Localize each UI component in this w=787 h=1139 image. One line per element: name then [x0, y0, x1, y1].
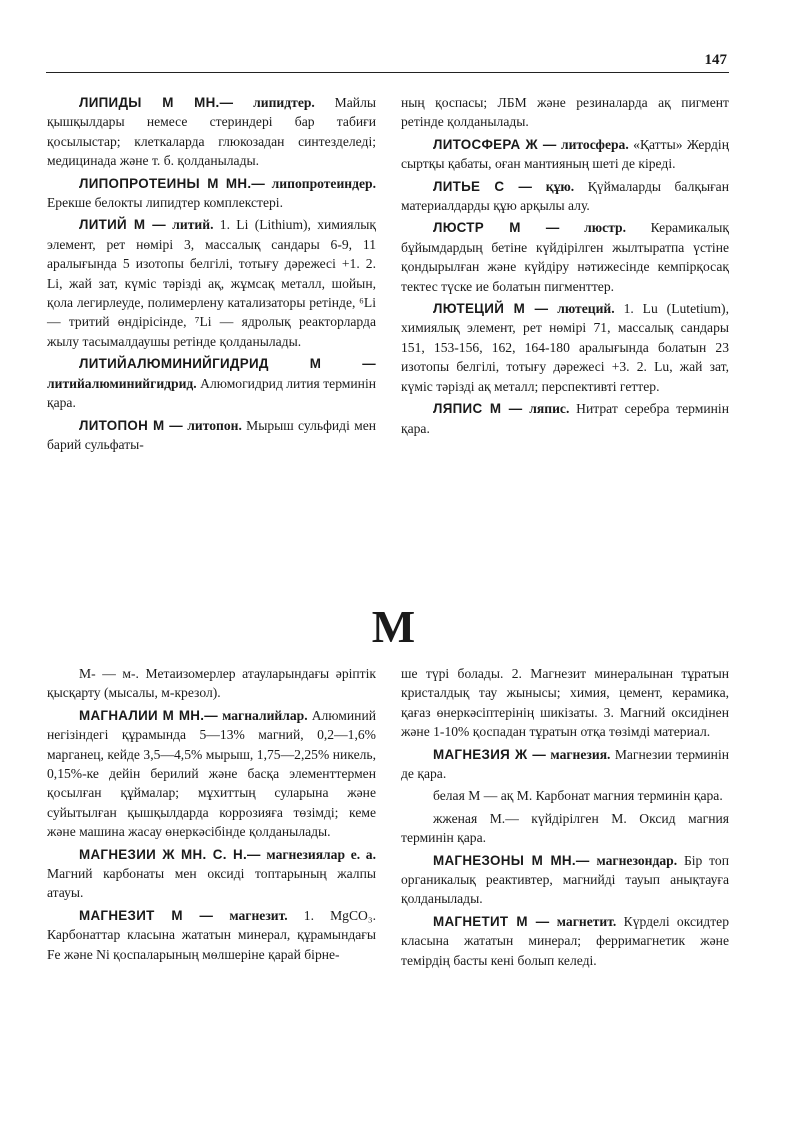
entry-equivalent: литийалюминийгидрид. [47, 375, 197, 391]
entry-definition: Магнезии терминін де қара. [401, 746, 730, 782]
entry-equivalent: липопротеиндер. [271, 175, 376, 191]
entry-definition: белая М — ақ М. Карбонат магния терминін қара. [433, 788, 723, 804]
entry-headword: МАГНАЛИИ М МН.— [79, 707, 218, 723]
entry-headword: ЛЯПИС М — [433, 401, 523, 417]
entry-definition: жженая М.— күйдірілген М. Оксид магния терминін қара. [401, 810, 729, 846]
entry-definition: Күрделі оксидтер класына жататын минерал; ферримагнетик және темірдің басты кені болып келеді. [401, 913, 729, 968]
entry-headword: МАГНЕЗИТ М — [79, 907, 214, 923]
dictionary-entry [47, 215, 376, 351]
dictionary-entry [401, 912, 729, 970]
entry-definition: 1. Li (Lithium), химиялық элемент, рет нөмірі 3, массалық сандары 6-9, 11 аралығында 5 изотопы белгілі, тотығу дәрежесі +1. 2. Li, жай зат, күміс тәрізді ақ, жұмсақ металл, шойын, қола легирлеуде, полимерлену катализаторы ретінде, ⁶Li — тритий өндірісінде, ⁷Li — ядролық реакторларда жылу тасымалдаушы ретінде қолданылады. [47, 217, 376, 349]
entry-headword: ЛИПОПРОТЕИНЫ М МН.— [79, 175, 266, 191]
dictionary-entry [47, 845, 376, 903]
entry-definition: 1. MgCO₃. Карбонаттар класына жататын минерал, құрамындағы Fe және Ni қоспаларының мөлшеріне қарай бірне- [47, 907, 377, 962]
dictionary-entry [401, 299, 729, 396]
dictionary-entry [401, 399, 729, 438]
entry-equivalent: литопон. [187, 417, 242, 433]
entry-equivalent: магналийлар. [222, 707, 308, 723]
entry-headword: ЛИТИЙАЛЮМИНИЙГИДРИД М — [79, 356, 376, 372]
dictionary-entry [47, 706, 376, 842]
top-left-column [47, 93, 376, 457]
entry-definition: Мырыш сульфиді мен барий сульфаты- [47, 417, 377, 452]
entry-definition: Бір топ органикалық реактивтер, магнийді тауып анықтауға қолданылады. [401, 852, 729, 907]
entry-definition: Алюминий негізіндегі құрамында 5—13% магний, 0,2—1,6% марганец, кейде 3,5—4,5% мырыш, 1,75—2,25% никель, 0,15%-ке дейін берилий және басқа элементтермен қосылған құймалар; мұхиттың суларына және суйытылған қышқылдарда коррозияға төзімді; кеме және машина жасау өнеркәсібінде қолданылады. [47, 707, 376, 840]
dictionary-entry [401, 218, 729, 296]
dictionary-entry [401, 177, 729, 216]
entry-headword: ЛИТОСФЕРА Ж — [433, 136, 557, 152]
entry-headword: МАГНЕЗОНЫ М МН.— [433, 852, 590, 868]
dictionary-entry [401, 664, 729, 742]
entry-equivalent: лютеций. [557, 301, 615, 317]
dictionary-entry [47, 93, 376, 171]
entry-headword: ЛИТЬЕ С — [433, 178, 533, 194]
entry-headword: ЛЮСТР М — [433, 220, 560, 236]
entry-definition: 1. Lu (Lutetium), химиялық элемент, рет нөмірі 71, массалық сандары 151, 153-156, 162, 164-180 аралығында болатын 23 изотопы белгілі, тотығу дәрежесі +3. 2. Lu, жай зат, күміс тәрізді ақ металл; перспективті геттер. [401, 301, 729, 394]
entry-headword: ЛЮТЕЦИЙ М — [433, 301, 549, 317]
entry-equivalent: литосфера. [560, 136, 629, 152]
entry-equivalent: липидтер. [253, 95, 315, 110]
entry-equivalent: магнетит. [556, 913, 617, 929]
entry-definition: Қүймаларды балқыған материалдарды құю арқылы алу. [401, 178, 729, 214]
entry-headword: ЛИПИДЫ М МН.— [79, 95, 234, 110]
entry-headword: ЛИТОПОН М — [79, 417, 183, 433]
entry-headword: МАГНЕЗИЯ Ж — [433, 746, 547, 762]
dictionary-entry [401, 786, 729, 805]
header-rule [46, 72, 729, 73]
entry-definition: Керамикалық бұйымдардың бетіне күйдірілген жылтыратпа үстіне қондырылған және күйдіру нәтижесінде кемпірқосақ тектес түске ие болатын пигменттер. [401, 220, 729, 294]
entry-equivalent: магнезия. [550, 746, 611, 762]
entry-definition: Алюмогидрид лития терминін қара. [47, 375, 376, 411]
entry-equivalent: құю. [545, 178, 575, 194]
entry-definition: Магний карбонаты мен оксиді топтарының жалпы атауы. [47, 866, 376, 901]
dictionary-entry [401, 93, 729, 132]
dictionary-entry [47, 354, 376, 412]
entry-headword: МАГНЕЗИИ Ж МН. С. Н.— [79, 846, 261, 862]
entry-headword: МАГНЕТИТ М — [433, 913, 550, 929]
entry-definition: М- — м-. Метаизомерлер атауларындағы әріптік қысқарту (мысалы, м-крезол). [47, 666, 376, 701]
entry-definition: Нитрат серебра терминін қара. [401, 401, 729, 436]
page-number: 147 [704, 52, 727, 68]
entry-equivalent: магнезондар. [596, 852, 678, 868]
bottom-left-column [47, 664, 376, 967]
dictionary-entry [47, 906, 376, 964]
entry-equivalent: люстр. [584, 220, 627, 236]
top-right-column [401, 93, 729, 441]
bottom-right-column [401, 664, 729, 973]
dictionary-entry [47, 416, 376, 455]
dictionary-entry [401, 135, 729, 174]
entry-equivalent: ляпис. [529, 401, 570, 417]
entry-definition: ның қоспасы; ЛБМ және резиналарда ақ пигмент ретінде қолданылады. [401, 95, 729, 130]
dictionary-entry [401, 809, 729, 848]
entry-equivalent: литий. [172, 217, 214, 233]
entry-equivalent: магнезит. [229, 907, 288, 923]
dictionary-entry [47, 174, 376, 213]
entry-definition: Майлы қышқылдары немесе стериндері бар табиғи қосылыстар; клеткаларда глюкозадан синтезделеді; медицинада және т. б. қолданылады. [47, 95, 376, 169]
entry-definition: «Қатты» Жердің сыртқы қабаты, оған мантияның шеті де кіреді. [401, 136, 729, 172]
dictionary-entry [401, 745, 729, 784]
dictionary-entry [47, 664, 376, 703]
entry-equivalent: магнезиялар е. а. [266, 846, 377, 862]
entry-definition: ше түрі болады. 2. Магнезит минералынан тұратын кристалдық тау жынысы; химия, цемент, керамика, қағаз өнеркәсіптерінің шикізаты. 3. Магний оксидінен және 1-10% қоспадан тұратын отқа төзімді материал. [401, 666, 729, 740]
entry-headword: ЛИТИЙ М — [79, 217, 166, 233]
section-letter: М [371, 601, 416, 652]
dictionary-entry [401, 851, 729, 909]
entry-definition: Ерекше белокты липидтер комплекстері. [47, 195, 283, 211]
